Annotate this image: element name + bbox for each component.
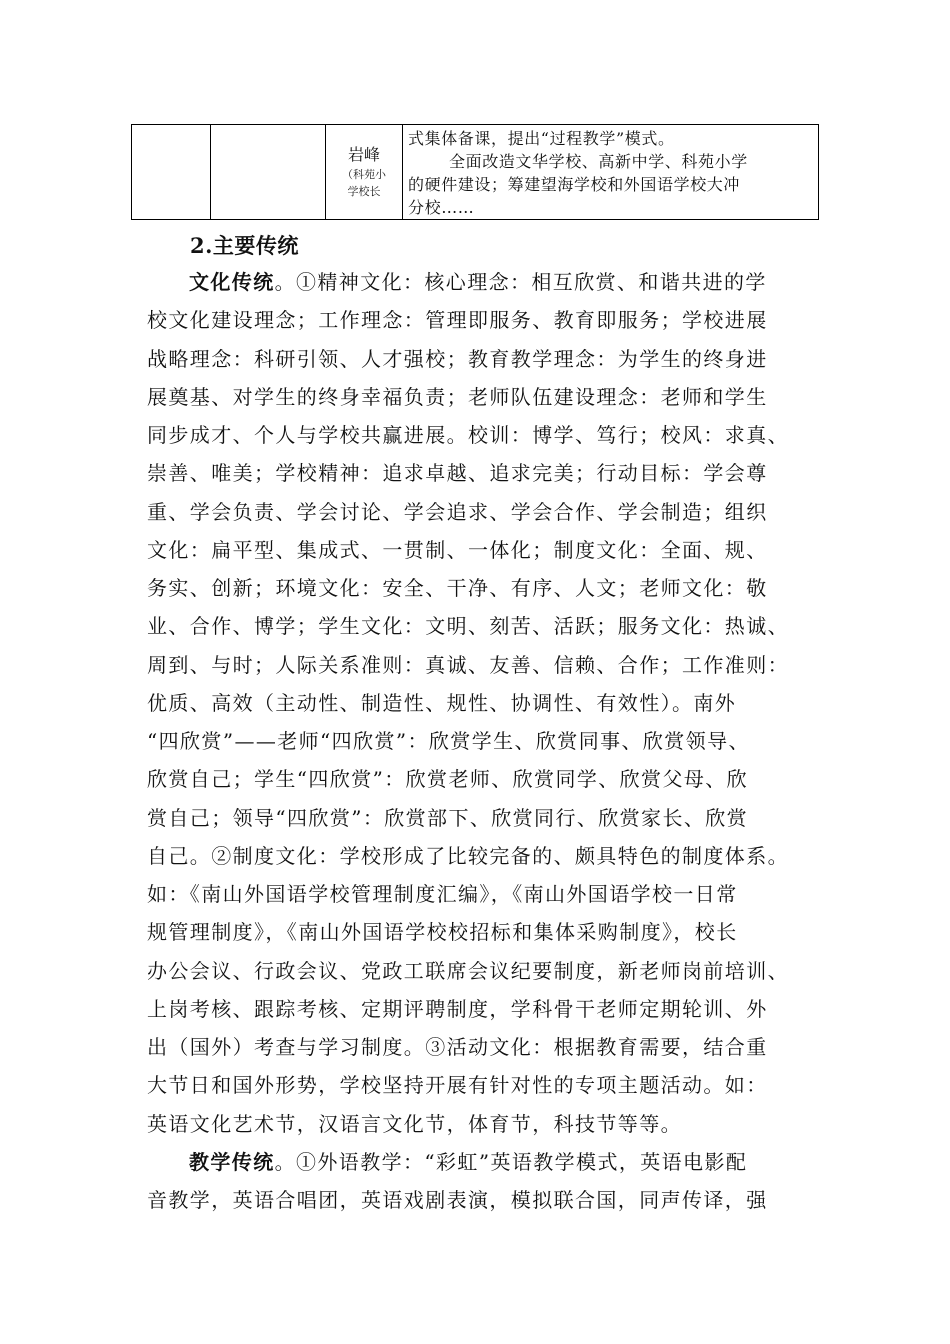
paragraph-line: 自己。②制度文化：学校形成了比较完备的、颇具特色的制度体系。 <box>147 843 789 868</box>
paragraph-line: 务实、创新；环境文化：安全、干净、有序、人文；老师文化：敬 <box>147 576 768 600</box>
paragraph-line: 重、学会负责、学会讨论、学会追求、学会合作、学会制造；组织 <box>147 499 768 524</box>
table-text-line: 式集体备课，提出“过程教学”模式。 <box>408 129 675 148</box>
table-cell-description <box>403 125 818 219</box>
culture-first-rest: 。①精神文化：核心理念：相互欣赏、和谐共进的学 <box>274 270 767 294</box>
paragraph-line: 办公会议、行政会议、党政工联席会议纪要制度，新老师岗前培训、 <box>147 958 789 983</box>
paragraph-line: 业、合作、博学；学生文化：文明、刻苦、活跃；服务文化：热诚、 <box>147 614 789 639</box>
paragraph-line: 崇善、唯美；学校精神：追求卓越、追求完美；行动目标：学会尊 <box>147 461 768 486</box>
staff-table-fragment <box>131 124 819 220</box>
teaching-lead: 教学传统 <box>189 1150 275 1174</box>
paragraph-line: 音教学，英语合唱团，英语戏剧表演，模拟联合国，同声传译，强 <box>147 1188 768 1213</box>
person-name: 岩峰 <box>347 145 380 164</box>
paragraph-line: 战略理念：科研引领、人才强校；教育教学理念：为学生的终身进 <box>147 346 768 371</box>
paragraph-line: 欣赏自己；学生“四欣赏”：欣赏老师、欣赏同学、欣赏父母、欣 <box>147 767 749 792</box>
paragraph-line: 优质、高效（主动性、制造性、规性、协调性、有效性）。南外 <box>147 690 737 715</box>
paragraph-line: 文化：扁平型、集成式、一贯制、一体化；制度文化：全面、规、 <box>147 537 768 562</box>
paragraph-line: 展奠基、对学生的终身幸福负责；老师队伍建设理念：老师和学生 <box>147 384 768 409</box>
paragraph-line: 赏自己；领导“四欣赏”：欣赏部下、欣赏同行、欣赏家长、欣赏 <box>147 805 749 830</box>
person-note-line-2: 学校长 <box>347 185 381 198</box>
paragraph-line: “四欣赏”——老师“四欣赏”：欣赏学生、欣赏同事、欣赏领导、 <box>147 729 750 753</box>
paragraph-line: 出（国外）考查与学习制度。③活动文化：根据教育需要，结合重 <box>147 1035 768 1059</box>
culture-lead: 文化传统 <box>189 270 275 294</box>
teaching-first-rest: 。①外语教学：“彩虹”英语教学模式，英语电影配 <box>274 1150 748 1174</box>
table-cell-empty-1 <box>132 125 211 219</box>
table-text-line: 分校…… <box>408 198 475 217</box>
section-title: 2.主要传统 <box>190 233 299 258</box>
table-text-line: 全面改造文华学校、高新中学、科苑小学 <box>449 152 748 171</box>
paragraph-line: 英语文化艺术节，汉语言文化节，体育节，科技节等等。 <box>147 1111 682 1136</box>
paragraph-line: 同步成才、个人与学校共赢进展。校训：博学、笃行；校风：求真、 <box>147 423 789 447</box>
paragraph-line: 上岗考核、跟踪考核、定期评聘制度，学科骨干老师定期轮训、外 <box>147 996 768 1021</box>
teaching-paragraph <box>147 1143 819 1220</box>
paragraph-line: 大节日和国外形势，学校坚持开展有针对性的专项主题活动。如： <box>147 1073 768 1098</box>
table-text-line: 的硬件建设；筹建望海学校和外国语学校大冲 <box>408 175 741 194</box>
person-note-line-1: （科苑小 <box>342 168 386 181</box>
table-cell-empty-2 <box>211 125 326 219</box>
paragraph-line: 规管理制度》，《南山外国语学校校招标和集体采购制度》，校长 <box>147 920 738 945</box>
table-cell-person <box>326 125 403 219</box>
paragraph-line: 周到、与时；人际关系准则：真诚、友善、信赖、合作；工作准则： <box>147 652 789 677</box>
paragraph-first-line <box>147 1143 819 1181</box>
paragraph-line: 如：《南山外国语学校管理制度汇编》，《南山外国语学校一日常 <box>147 882 738 906</box>
paragraph-first-line <box>147 263 819 301</box>
culture-paragraph <box>147 263 819 1143</box>
paragraph-line: 校文化建设理念；工作理念：管理即服务、教育即服务；学校进展 <box>147 308 768 333</box>
